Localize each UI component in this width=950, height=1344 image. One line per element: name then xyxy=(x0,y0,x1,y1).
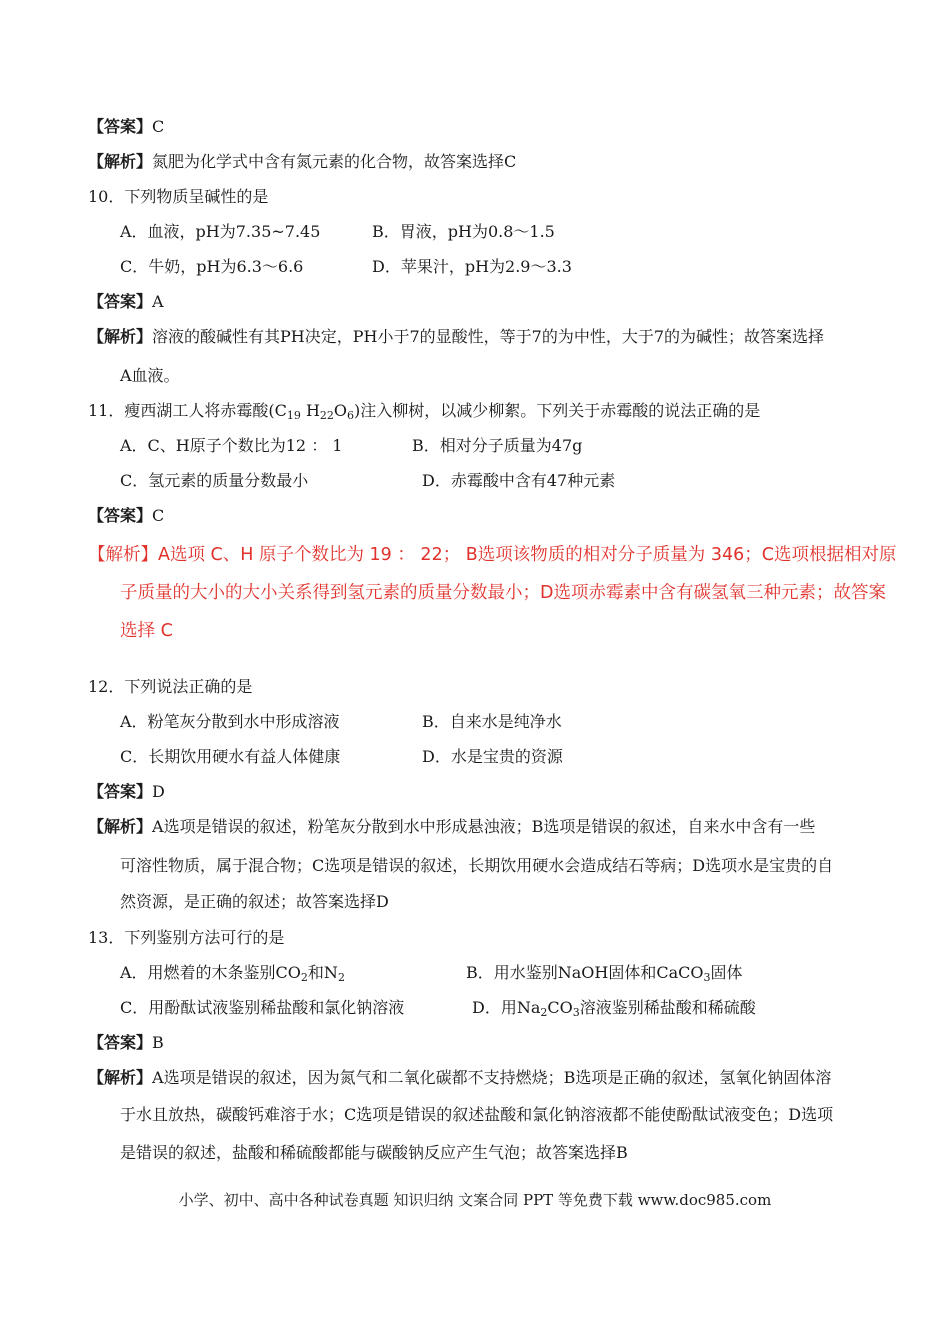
analysis-text: 溶液的酸碱性有其PH决定，PH小于7的显酸性，等于7的为中性，大于7的为碱性；故答案选择 xyxy=(152,327,824,346)
analysis-text: A选项是错误的叙述，因为氮气和二氧化碳都不支持燃烧；B选项是正确的叙述，氢氧化钠固体溶 xyxy=(152,1068,832,1087)
answer-label: 【答案】 xyxy=(88,292,153,311)
q10-analysis xyxy=(88,326,824,348)
q11-analysis-red-2: 子质量的大小的大小关系得到氢元素的质量分数最小；D选项赤霉素中含有碳氢氧三种元素；故答案 xyxy=(120,583,886,603)
answer-value: C xyxy=(152,117,165,136)
q12-analysis xyxy=(88,816,815,838)
q10-option-d: D．苹果汁，pH为2.9～3.3 xyxy=(372,257,572,276)
q12-question: 12．下列说法正确的是 xyxy=(88,677,253,696)
q13-question: 13．下列鉴别方法可行的是 xyxy=(88,928,285,947)
subscript: 2 xyxy=(300,971,308,984)
answer-label: 【答案】 xyxy=(88,1033,153,1052)
q12-option-a: A．粉笔灰分散到水中形成溶液 xyxy=(120,712,340,731)
analysis-text: 氮肥为化学式中含有氮元素的化合物，故答案选择C xyxy=(152,152,517,171)
subscript: 3 xyxy=(572,1006,580,1019)
analysis-label: 【解析】 xyxy=(88,152,153,171)
q13-answer xyxy=(88,1032,164,1054)
q10-answer xyxy=(88,291,164,313)
option-text: 和N xyxy=(307,963,338,982)
analysis-label: 【解析】 xyxy=(88,327,153,346)
analysis-label: 【解析】 xyxy=(88,1068,153,1087)
subscript: 19 xyxy=(286,409,301,422)
q13-option-c: C．用酚酞试液鉴别稀盐酸和氯化钠溶液 xyxy=(120,998,405,1017)
q12-option-d: D．水是宝贵的资源 xyxy=(422,747,563,766)
q11-analysis-red-1: 【解析】A选项 C、H 原子个数比为 19 ： 22； B选项该物质的相对分子质量为 346；C选项根据相对原 xyxy=(88,545,897,565)
analysis-label: 【解析】 xyxy=(88,817,153,836)
formula-part: O xyxy=(333,401,348,420)
q13-option-d xyxy=(472,997,756,1024)
q11-question-text: )注入柳树，以减少柳絮。下列关于赤霉酸的说法正确的是 xyxy=(354,401,761,420)
answer-label: 【答案】 xyxy=(88,506,153,525)
option-text: A．用燃着的木条鉴别CO xyxy=(120,963,301,982)
subscript: 22 xyxy=(319,409,334,422)
q12-option-b: B．自来水是纯净水 xyxy=(422,712,562,731)
answer-value: A xyxy=(152,292,164,311)
answer-label: 【答案】 xyxy=(88,117,153,136)
q11-option-b: B．相对分子质量为47g xyxy=(412,436,583,455)
q12-option-c: C．长期饮用硬水有益人体健康 xyxy=(120,747,341,766)
q11-option-a: A．C、H原子个数比为12 ： 1 xyxy=(120,436,343,455)
option-text: 固体 xyxy=(710,963,743,982)
q13-analysis-cont-2: 是错误的叙述，盐酸和稀硫酸都能与碳酸钠反应产生气泡；故答案选择B xyxy=(120,1143,628,1162)
q12-answer xyxy=(88,781,165,803)
q12-analysis-cont-1: 可溶性物质，属于混合物；C选项是错误的叙述，长期饮用硬水会造成结石等病；D选项水是宝贵的自 xyxy=(120,856,834,875)
q11-option-d: D．赤霉酸中含有47种元素 xyxy=(422,471,616,490)
formula-part: H xyxy=(300,401,320,420)
q11-question xyxy=(88,400,760,427)
q13-analysis xyxy=(88,1067,831,1089)
page-footer: 小学、初中、高中各种试卷真题 知识归纳 文案合同 PPT 等免费下载 www.doc985.com xyxy=(178,1191,772,1209)
q11-option-c: C．氢元素的质量分数最小 xyxy=(120,471,309,490)
q11-question-text: 11．瘦西湖工人将赤霉酸(C xyxy=(88,401,287,420)
subscript: 2 xyxy=(540,1006,548,1019)
q10-analysis-cont: A血液。 xyxy=(120,366,180,385)
subscript: 6 xyxy=(347,409,355,422)
q11-answer xyxy=(88,505,164,527)
q10-option-c: C．牛奶，pH为6.3～6.6 xyxy=(120,257,304,276)
subscript: 2 xyxy=(337,971,345,984)
answer-value: C xyxy=(152,506,165,525)
q9-analysis xyxy=(88,151,516,173)
q10-option-a: A．血液，pH为7.35~7.45 xyxy=(120,222,321,241)
option-text: 溶液鉴别稀盐酸和稀硫酸 xyxy=(579,998,756,1017)
answer-value: B xyxy=(152,1033,164,1052)
q13-analysis-cont-1: 于水且放热，碳酸钙难溶于水；C选项是错误的叙述盐酸和氯化钠溶液都不能使酚酞试液变色；D选项 xyxy=(120,1105,834,1124)
answer-label: 【答案】 xyxy=(88,782,153,801)
q9-answer xyxy=(88,116,164,138)
option-text: B．用水鉴别NaOH固体和CaCO xyxy=(466,963,704,982)
q10-question: 10．下列物质呈碱性的是 xyxy=(88,187,269,206)
q10-option-b: B．胃液，pH为0.8～1.5 xyxy=(372,222,555,241)
subscript: 3 xyxy=(703,971,711,984)
option-text: D．用Na xyxy=(472,998,541,1017)
option-text: CO xyxy=(547,998,573,1017)
q12-analysis-cont-2: 然资源，是正确的叙述；故答案选择D xyxy=(120,892,389,911)
q13-option-b xyxy=(466,962,743,989)
q11-analysis-red-3: 选择 C xyxy=(120,621,173,641)
answer-value: D xyxy=(152,782,165,801)
analysis-text: A选项是错误的叙述，粉笔灰分散到水中形成悬浊液；B选项是错误的叙述，自来水中含有一些 xyxy=(152,817,816,836)
q13-option-a xyxy=(120,962,345,989)
